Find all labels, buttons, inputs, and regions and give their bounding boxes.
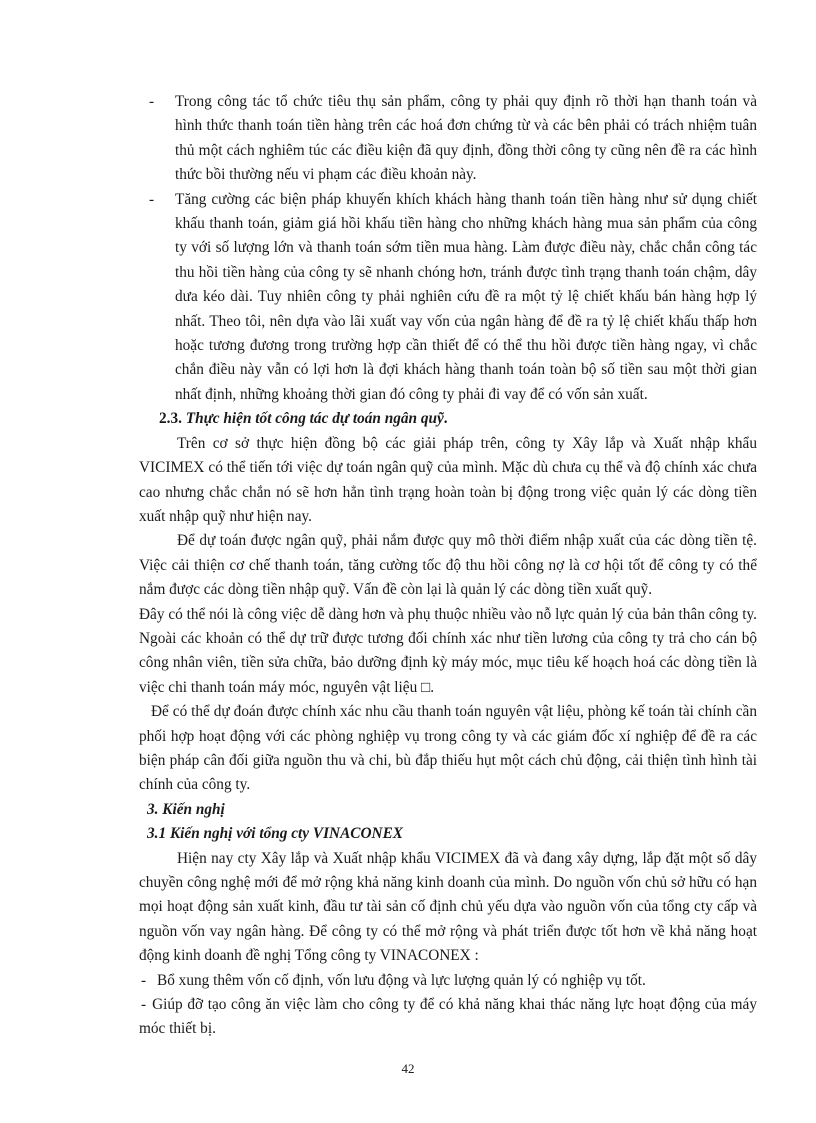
bullet-discount-incentives — [139, 188, 757, 408]
heading-recommendations: 3. Kiến nghị — [147, 800, 225, 818]
section-title: Thực hiện tốt công tác dự toán ngân quỹ — [185, 410, 444, 428]
bullet-job-support — [139, 993, 757, 1042]
section-heading-2-3 — [139, 407, 757, 431]
section-number: 2.3. — [159, 410, 182, 428]
heading-recommendations-vinaconex: 3.1 Kiến nghị với tổng cty VINACONEX — [147, 825, 403, 843]
bullet-text: Giúp đỡ tạo công ăn việc làm cho công ty để có khả năng khai thác năng lực hoạt động của máy móc thiết bị. — [139, 996, 757, 1038]
section-suffix: . — [443, 410, 448, 428]
paragraph-outflow-management: Đây có thể nói là công việc dễ dàng hơn và phụ thuộc nhiều vào nỗ lực quản lý của bản thân công ty. Ngoài các khoản có thể dự trữ được tương đối chính xác như tiền lương của công ty trả cho cán bộ công nhân viên, tiền sửa chữa, bảo dưỡng định kỳ máy móc, mục tiêu kế hoạch hoá các dòng tiền là việc chi thanh toán máy móc, nguyên vật liệu □. — [139, 605, 757, 696]
bullet-dash: - — [149, 190, 155, 208]
bullet-text: Bổ xung thêm vốn cố định, vốn lưu động và lực lượng quản lý có nghiệp vụ tốt. — [157, 971, 646, 989]
bullet-dash: - — [141, 971, 147, 989]
page-number: 42 — [401, 1061, 415, 1076]
paragraph-budget-basis: Trên cơ sở thực hiện đồng bộ các giải pháp trên, công ty Xây lắp và Xuất nhập khẩu VICIMEX có thể tiến tới việc dự toán ngân quỹ của mình. Mặc dù chưa cụ thể và độ chính xác chưa cao nhưng chắc chắn nó sẽ hơn hẳn tình trạng hoàn toàn bị động trong việc quản lý các dòng tiền xuất nhập quỹ như hiện nay. — [139, 434, 757, 525]
bullet-text: Trong công tác tổ chức tiêu thụ sản phẩm, công ty phải quy định rõ thời hạn thanh toán và hình thức thanh toán tiền hàng trên các hoá đơn chứng từ và các bên phải có trách nhiệm tuân thủ một cách nghiêm túc các điều kiện đã quy định, đồng thời công ty cũng nên đề ra các hình thức bồi thường nếu vi phạm các điều khoản này. — [175, 93, 757, 184]
bullet-payment-terms — [139, 90, 757, 188]
paragraph-cash-flows: Để dự toán được ngân quỹ, phải nắm được quy mô thời điểm nhập xuất của các dòng tiền tệ. Việc cải thiện cơ chế thanh toán, tăng cường tốc độ thu hồi công nợ là cơ hội tốt để công ty có thể nắm được các dòng tiền nhập quỹ. Vấn đề còn lại là quản lý các dòng tiền xuất quỹ. — [139, 532, 757, 599]
bullet-dash: - — [141, 996, 147, 1014]
bullet-add-capital — [139, 969, 757, 993]
bullet-dash: - — [149, 93, 155, 110]
paragraph-materials-forecast: Để có thể dự đoán được chính xác nhu cầu thanh toán nguyên vật liệu, phòng kế toán tài chính cần phối hợp hoạt động với các phòng nghiệp vụ trong công ty và các giám đốc xí nghiệp để đề ra các biện pháp cân đối giữa nguồn thu và chi, bù đắp thiếu hụt một cách chủ động, cải thiện tình hình tài chính của công ty. — [139, 703, 757, 794]
page-content — [139, 90, 757, 1042]
bullet-text: Tăng cường các biện pháp khuyến khích khách hàng thanh toán tiền hàng như sử dụng chiết khấu thanh toán, giảm giá hồi khấu tiền hàng cho những khách hàng mua sản phẩm của công ty với số lượng lớn và thanh toán sớm tiền mua hàng. Làm được điều này, chắc chắn công tác thu hồi tiền hàng của công ty sẽ nhanh chóng hơn, tránh được tình trạng thanh toán chậm, dây dưa kéo dài. Tuy nhiên công ty phải nghiên cứu đề ra một tỷ lệ chiết khấu bán hàng hợp lý nhất. Theo tôi, nên dựa vào lãi xuất vay vốn của ngân hàng để đề ra tỷ lệ chiết khấu thấp hơn hoặc tương đương trong trường hợp cần thiết để có thể thu hồi được tiền hàng ngay, vì chắc chắn điều này vẫn có lợi hơn là đợi khách hàng thanh toán toàn bộ số tiền sau một thời gian nhất định, những khoảng thời gian đó công ty phải đi vay để có vốn sản xuất. — [175, 190, 757, 403]
paragraph-vicimex-expansion: Hiện nay cty Xây lắp và Xuất nhập khẩu VICIMEX đã và đang xây dựng, lắp đặt một số dây chuyền công nghệ mới để mở rộng khả năng kinh doanh của mình. Do nguồn vốn chủ sở hữu có hạn mọi hoạt động sản xuất kinh, đầu tư tài sản cố định chủ yếu dựa vào nguồn vốn của tổng cty cấp và nguồn vốn vay ngân hàng. Để công ty có thể mở rộng và phát triển được tốt hơn về khả năng hoạt động kinh doanh đề nghị Tổng công ty VINACONEX : — [139, 849, 757, 965]
